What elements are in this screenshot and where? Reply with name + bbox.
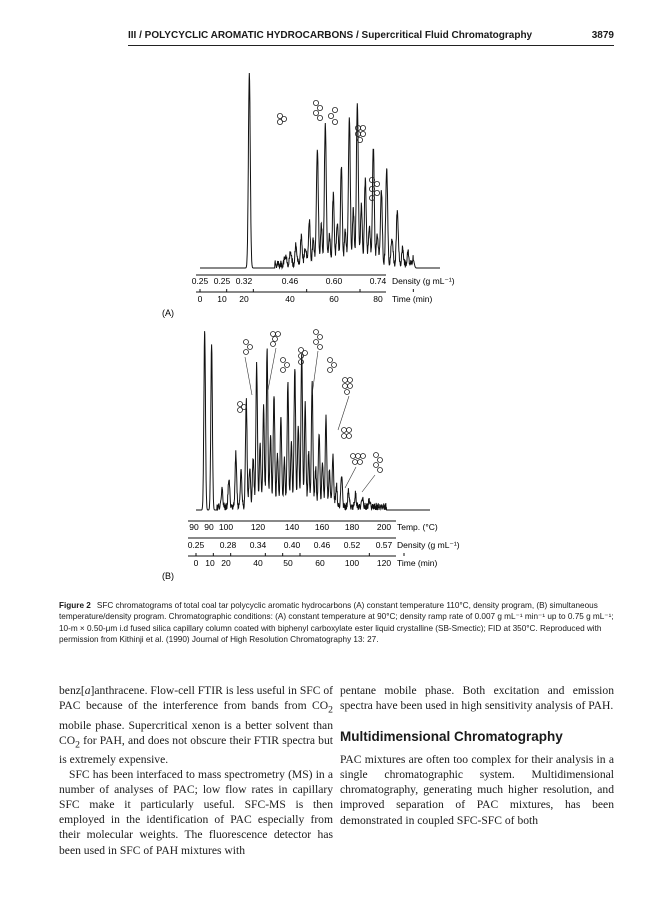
density-tick-label: 0.25 xyxy=(213,276,231,286)
time-tick-label: 60 xyxy=(315,558,325,568)
temp-tick-label: 140 xyxy=(284,522,300,532)
time-tick-label: 60 xyxy=(329,294,339,304)
density-axis-title: Density (g mL⁻¹) xyxy=(392,276,455,286)
paragraph: PAC mixtures are often too complex for their analysis in a single chromatographic system. Multidimensional chromatography, generating much higher resolution, and improved separation of PAC mixtures, has been demonstrated in coupled SFC-SFC of both xyxy=(340,753,614,827)
density-tick-label: 0.34 xyxy=(249,540,267,550)
molecule-icon xyxy=(314,330,323,350)
molecule-icon xyxy=(374,453,383,473)
temp-tick-label: 160 xyxy=(314,522,330,532)
molecule-icon xyxy=(277,113,286,124)
figure-caption xyxy=(59,600,614,646)
temp-tick-label: 90 xyxy=(189,522,199,532)
density-tick-label: 0.74 xyxy=(369,276,387,286)
molecule-icon xyxy=(238,402,247,413)
panel-label-a: (A) xyxy=(162,308,174,318)
time-tick-label: 20 xyxy=(221,558,231,568)
subscript: 2 xyxy=(328,704,333,716)
molecule-icon xyxy=(313,100,322,120)
temp-tick-label: 120 xyxy=(250,522,266,532)
left-column xyxy=(59,683,333,858)
chromatogram-b xyxy=(162,330,460,582)
time-tick-label: 100 xyxy=(344,558,360,568)
molecule-icon xyxy=(351,454,366,465)
panel-label-b: (B) xyxy=(162,571,174,581)
density-tick-label: 0.46 xyxy=(281,276,299,286)
time-tick-label: 0 xyxy=(197,294,203,304)
density-tick-label: 0.60 xyxy=(325,276,343,286)
molecule-icon xyxy=(328,358,337,373)
subscript: 2 xyxy=(75,738,80,750)
molecule-icon xyxy=(281,358,290,373)
temp-tick-label: 100 xyxy=(218,522,234,532)
molecule-icon xyxy=(299,348,308,365)
time-tick-label: 40 xyxy=(253,558,263,568)
time-axis-title: Time (min) xyxy=(397,558,438,568)
text-run: for PAH, and does not obscure their FTIR spectra but is extremely expensive. xyxy=(59,733,333,766)
time-tick-label: 10 xyxy=(205,558,215,568)
density-tick-label: 0.40 xyxy=(283,540,301,550)
text-run: benz[ xyxy=(59,684,85,697)
density-tick-label: 0.46 xyxy=(313,540,331,550)
time-tick-label: 40 xyxy=(285,294,295,304)
text-run: ]anthracene. Flow-cell FTIR is less useful in SFC of PAC because of the interference from bands from CO xyxy=(59,684,334,713)
molecule-icon xyxy=(369,177,379,200)
chromatogram-b-trace xyxy=(196,331,430,510)
time-axis-title: Time (min) xyxy=(392,294,433,304)
temp-tick-label: 200 xyxy=(376,522,392,532)
chromatogram-a-trace xyxy=(200,73,440,268)
time-tick-label: 80 xyxy=(373,294,383,304)
chromatogram-a xyxy=(162,73,455,318)
density-tick-label: 0.28 xyxy=(219,540,237,550)
running-header-title: III / POLYCYCLIC AROMATIC HYDROCARBONS / Supercritical Fluid Chromatography xyxy=(128,30,533,41)
molecule-icon xyxy=(343,378,353,395)
molecule-icon xyxy=(271,332,281,347)
figure-label: Figure 2 xyxy=(59,601,91,610)
density-tick-label: 0.57 xyxy=(375,540,393,550)
molecule-icon xyxy=(328,107,337,124)
temp-tick-label: 180 xyxy=(344,522,360,532)
section-heading: Multidimensional Chromatography xyxy=(340,729,563,745)
caption-text: SFC chromatograms of total coal tar polycyclic aromatic hydrocarbons (A) constant temperature 110°C, density program, (B) simultaneous temperature/density program. Chromatographic conditions: (A) constant temperature at 90°C; density ramp rate of 0.007 g mL⁻¹ min⁻¹ up to 0.75 g mL⁻¹; 10-m × 0.50-μm i.d fused silica capillary column coated with biphenyl carboxylate ester liquid crystalline (SB-Smectic); FID at 350°C. Reproduced with permission from Kithinji et al. (1990) Journal of High Resolution Chromatography 13: 27. xyxy=(59,601,614,645)
time-tick-label: 20 xyxy=(239,294,249,304)
temp-tick-label: 90 xyxy=(204,522,214,532)
density-tick-label: 0.52 xyxy=(343,540,361,550)
page-number: 3879 xyxy=(591,30,614,41)
molecule-icon xyxy=(244,340,253,355)
density-tick-label: 0.25 xyxy=(191,276,209,286)
time-tick-label: 120 xyxy=(376,558,392,568)
density-tick-label: 0.32 xyxy=(235,276,253,286)
paragraph xyxy=(59,683,333,767)
paragraph: SFC has been interfaced to mass spectrometry (MS) in a number of analyses of PAC; low flow rates in capillary SFC make it particularly useful. SFC-MS is then employed in the identification of PAC especially from their molecular weights. The fluorescence detector has been used in SFC of PAH mixtures with xyxy=(59,768,333,857)
temp-axis-title: Temp. (°C) xyxy=(397,522,438,532)
right-column xyxy=(340,683,614,828)
time-tick-label: 10 xyxy=(217,294,227,304)
time-tick-label: 0 xyxy=(193,558,199,568)
paragraph: pentane mobile phase. Both excitation and emission spectra have been used in high sensitivity analysis of PAH. xyxy=(340,684,614,713)
density-axis-title: Density (g mL⁻¹) xyxy=(397,540,460,550)
text-run-italic: a xyxy=(84,684,91,697)
text-run: mobile phase. Supercritical xenon is a better solvent than CO xyxy=(59,718,333,747)
density-tick-label: 0.25 xyxy=(187,540,205,550)
time-tick-label: 50 xyxy=(283,558,293,568)
molecule-icon xyxy=(342,428,352,439)
